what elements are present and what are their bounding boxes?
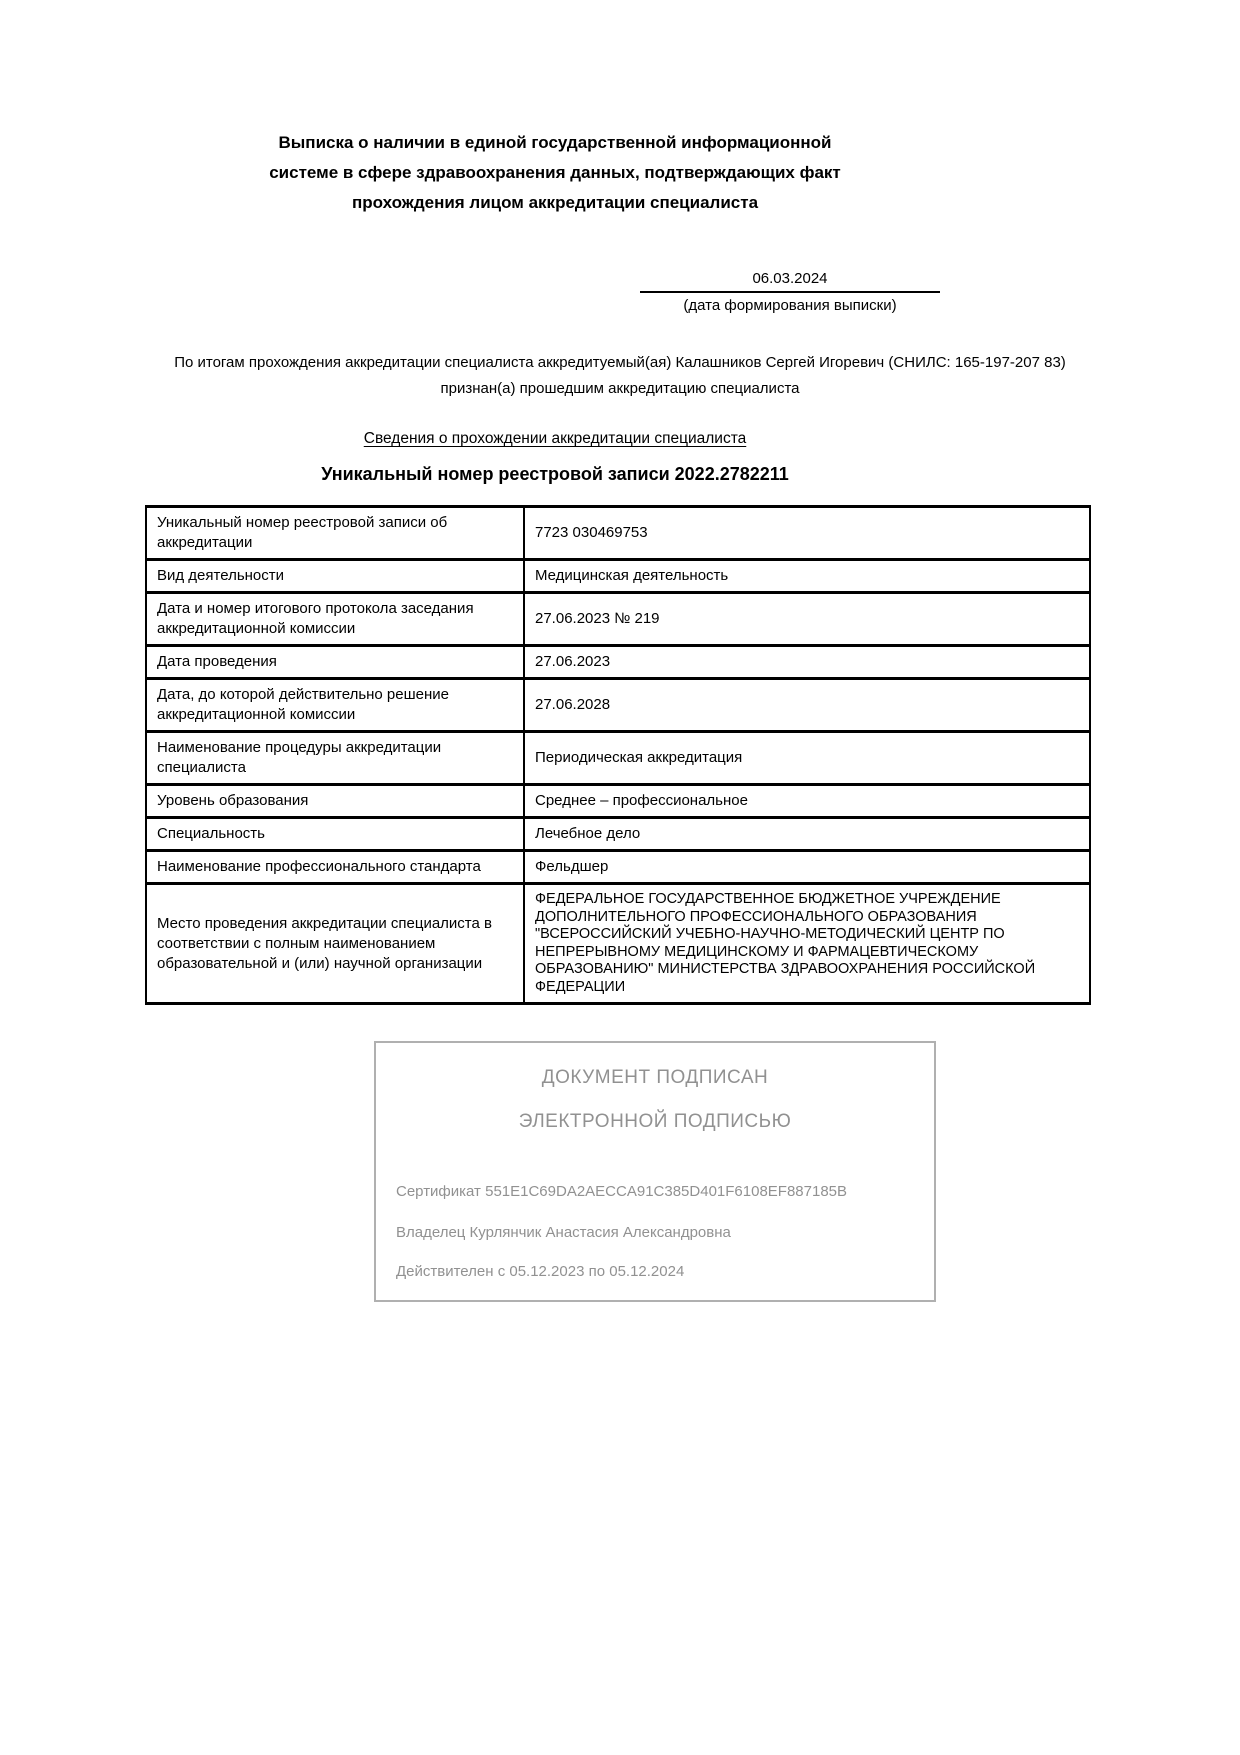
row-value: 27.06.2028 [524, 679, 1090, 732]
issue-date-block [640, 270, 940, 314]
intro-line: По итогам прохождения аккредитации специалиста аккредитуемый(ая) Калашников Сергей Игоревич (СНИЛС: 165-197-207 83) [174, 354, 1066, 371]
table-row [146, 785, 1090, 818]
row-value: 27.06.2023 [524, 646, 1090, 679]
table-row [146, 818, 1090, 851]
table-row [146, 884, 1090, 1004]
table-row [146, 679, 1090, 732]
row-value: Лечебное дело [524, 818, 1090, 851]
registry-number-heading: Уникальный номер реестровой записи 2022.2782211 [321, 464, 789, 484]
row-label: Уровень образования [146, 785, 524, 818]
table-row [146, 646, 1090, 679]
row-label: Уникальный номер реестровой записи об аккредитации [146, 507, 524, 560]
row-value: ФЕДЕРАЛЬНОЕ ГОСУДАРСТВЕННОЕ БЮДЖЕТНОЕ УЧРЕЖДЕНИЕ ДОПОЛНИТЕЛЬНОГО ПРОФЕССИОНАЛЬНОГО ОБРАЗОВАНИЯ "ВСЕРОССИЙСКИЙ УЧЕБНО-НАУЧНО-МЕТОДИЧЕСКИЙ ЦЕНТР ПО НЕПРЕРЫВНОМУ МЕДИЦИНСКОМУ И ФАРМАЦЕВТИЧЕСКОМУ ОБРАЗОВАНИЮ" МИНИСТЕРСТВА ЗДРАВООХРАНЕНИЯ РОССИЙСКОЙ ФЕДЕРАЦИИ [524, 884, 1090, 1004]
document-title [0, 128, 1110, 218]
row-value: Периодическая аккредитация [524, 732, 1090, 785]
row-label: Наименование процедуры аккредитации специалиста [146, 732, 524, 785]
row-label: Дата, до которой действительно решение аккредитационной комиссии [146, 679, 524, 732]
document-title-line: Выписка о наличии в единой государственной информационной [278, 133, 832, 152]
issue-date: 06.03.2024 [640, 270, 940, 293]
row-label: Место проведения аккредитации специалиста в соответствии с полным наименованием образовательной и (или) научной организации [146, 884, 524, 1004]
intro-paragraph [0, 350, 1240, 402]
row-label: Наименование профессионального стандарта [146, 851, 524, 884]
row-value: 27.06.2023 № 219 [524, 593, 1090, 646]
row-value: Фельдшер [524, 851, 1090, 884]
row-label: Дата и номер итогового протокола заседания аккредитационной комиссии [146, 593, 524, 646]
intro-line: признан(а) прошедшим аккредитацию специалиста [440, 380, 800, 397]
row-label: Дата проведения [146, 646, 524, 679]
document-title-line: системе в сфере здравоохранения данных, подтверждающих факт [269, 163, 841, 182]
section-heading: Сведения о прохождении аккредитации специалиста [363, 430, 747, 447]
table-row [146, 851, 1090, 884]
row-value: Среднее – профессиональное [524, 785, 1090, 818]
certificate-line: Сертификат 551E1C69DA2AECCA91C385D401F6108EF887185B [396, 1183, 848, 1200]
issue-date-caption: (дата формирования выписки) [683, 297, 897, 314]
signature-box [374, 1041, 936, 1302]
signature-title-line1: ДОКУМЕНТ ПОДПИСАН [541, 1067, 769, 1088]
owner-line: Владелец Курлянчик Анастасия Александровна [396, 1224, 731, 1241]
row-value: Медицинская деятельность [524, 560, 1090, 593]
accreditation-table [145, 505, 1091, 1005]
table-row [146, 560, 1090, 593]
row-label: Вид деятельности [146, 560, 524, 593]
row-value: 7723 030469753 [524, 507, 1090, 560]
table-row [146, 732, 1090, 785]
signature-title-line2: ЭЛЕКТРОННОЙ ПОДПИСЬЮ [518, 1111, 792, 1132]
table-row [146, 507, 1090, 560]
document-title-line: прохождения лицом аккредитации специалиста [351, 193, 759, 212]
row-label: Специальность [146, 818, 524, 851]
validity-line: Действителен с 05.12.2023 по 05.12.2024 [396, 1263, 685, 1280]
table-row [146, 593, 1090, 646]
